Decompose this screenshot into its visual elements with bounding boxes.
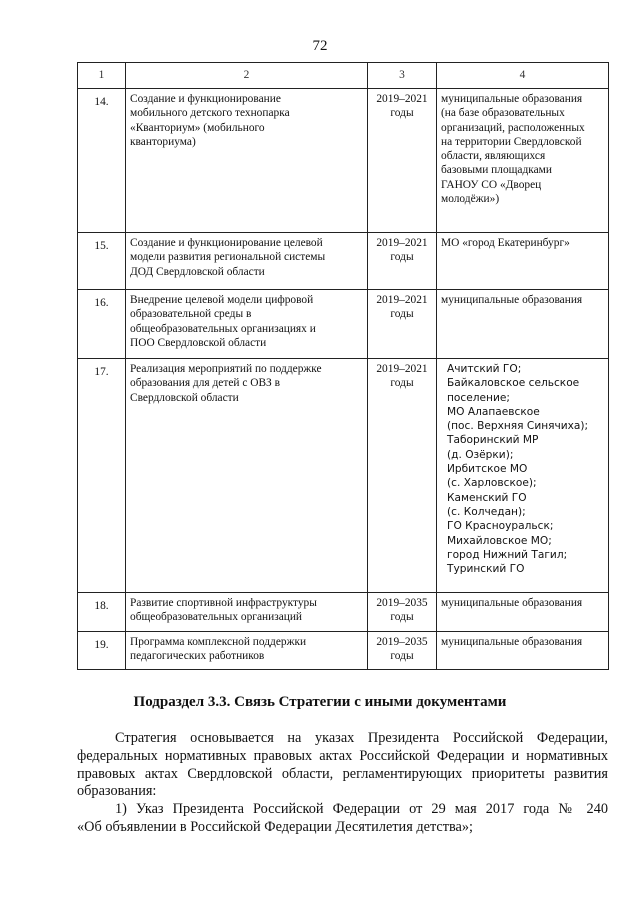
row-number: 15. <box>78 233 126 290</box>
period-line: годы <box>390 308 414 321</box>
executor-line: (с. Харловское); <box>447 477 537 490</box>
row-period <box>368 593 437 632</box>
event-line: Создание и функционирование целевой <box>130 237 323 249</box>
table-row <box>78 593 609 632</box>
row-number: 16. <box>78 290 126 359</box>
period-line: 2019–2035 <box>376 636 428 648</box>
period-line: годы <box>390 107 414 120</box>
section-heading: Подраздел 3.3. Связь Стратегии с иными документами <box>133 694 507 710</box>
event-line: мобильного детского технопарка <box>130 107 290 120</box>
period-line: 2019–2021 <box>376 237 428 249</box>
executor-line: базовыми площадками <box>441 164 552 177</box>
executor-line: ГО Красноуральск; <box>447 520 554 533</box>
event-line: образовательной среды в <box>130 308 252 321</box>
event-line: кванториума) <box>130 135 196 148</box>
table-row <box>78 290 609 359</box>
executor-line: области, являющихся <box>441 150 546 163</box>
row-executors <box>437 632 609 670</box>
paragraph-line: правовых актах Свердловской области, регламентирующих приоритеты развития <box>77 765 608 782</box>
period-line: годы <box>390 650 414 663</box>
executor-line: Байкаловское сельское <box>447 377 580 390</box>
period-line: 2019–2021 <box>376 363 428 375</box>
event-line: ПОО Свердловской области <box>130 336 267 349</box>
table-row <box>78 632 609 670</box>
executor-line: Туринский ГО <box>447 563 525 576</box>
page-number: 72 <box>312 38 328 54</box>
row-period <box>368 290 437 359</box>
paragraph-line: Стратегия основывается на указах Президента Российской Федерации, <box>115 730 608 746</box>
event-line: Создание и функционирование <box>130 93 281 105</box>
executor-line: (с. Колчедан); <box>447 505 526 518</box>
event-line: общеобразовательных организаций <box>130 611 303 624</box>
event-line: Реализация мероприятий по поддержке <box>130 363 322 375</box>
event-line: Внедрение целевой модели цифровой <box>130 294 314 306</box>
row-period <box>368 359 437 593</box>
executor-line: город Нижний Тагил; <box>447 548 568 561</box>
row-executors <box>437 593 609 632</box>
event-line: модели развития региональной системы <box>130 251 326 264</box>
event-line: педагогических работников <box>130 650 265 663</box>
row-period <box>368 632 437 670</box>
period-line: 2019–2035 <box>376 597 428 609</box>
row-event <box>126 89 368 233</box>
row-number: 14. <box>78 89 126 233</box>
table-row <box>78 233 609 290</box>
table-row <box>78 359 609 593</box>
row-executors <box>437 233 609 290</box>
executor-line: на территории Свердловской <box>441 135 582 148</box>
period-line: 2019–2021 <box>376 294 428 306</box>
paragraph-line: «Об объявлении в Российской Федерации Десятилетия детства»; <box>77 818 474 835</box>
header-cell: 2 <box>126 63 368 89</box>
header-cell: 1 <box>78 63 126 89</box>
period-line: годы <box>390 611 414 624</box>
header-cell: 3 <box>368 63 437 89</box>
executor-line: муниципальные образования <box>441 597 583 609</box>
events-table <box>77 62 609 670</box>
executor-line: муниципальные образования <box>441 636 583 648</box>
event-line: образования для детей с ОВЗ в <box>130 377 280 390</box>
executor-line: ГАНОУ СО «Дворец <box>441 178 542 191</box>
executor-line: молодёжи») <box>441 193 500 206</box>
period-line: годы <box>390 377 414 390</box>
executor-line: Каменский ГО <box>447 491 527 504</box>
row-event <box>126 632 368 670</box>
executor-line: Ачитский ГО; <box>447 363 522 375</box>
event-line: Развитие спортивной инфраструктуры <box>130 597 317 609</box>
table-row <box>78 89 609 233</box>
executor-line: (пос. Верхняя Синячиха); <box>447 420 589 433</box>
row-event <box>126 359 368 593</box>
row-executors <box>437 290 609 359</box>
paragraph-line: образования: <box>77 783 157 800</box>
row-period <box>368 233 437 290</box>
executor-line: Михайловское МО; <box>447 534 552 547</box>
header-cell: 4 <box>437 63 609 89</box>
executor-line: МО Алапаевское <box>447 405 540 418</box>
executor-line: МО «город Екатеринбург» <box>441 237 570 249</box>
table-header-row <box>78 63 609 89</box>
row-event <box>126 233 368 290</box>
executor-line: Ирбитское МО <box>447 463 528 476</box>
row-number: 17. <box>78 359 126 593</box>
event-line: Свердловской области <box>130 391 239 404</box>
paragraph-line: 1) Указ Президента Российской Федерации от 29 мая 2017 года № 240 <box>115 801 608 817</box>
row-executors <box>437 89 609 233</box>
executor-line: Таборинский МР <box>447 434 539 447</box>
executor-line: (д. Озёрки); <box>447 448 514 461</box>
row-period <box>368 89 437 233</box>
row-number: 18. <box>78 593 126 632</box>
row-number: 19. <box>78 632 126 670</box>
period-line: 2019–2021 <box>376 93 428 105</box>
executor-line: муниципальные образования <box>441 294 583 306</box>
event-line: Программа комплексной поддержки <box>130 636 307 648</box>
row-executors <box>437 359 609 593</box>
event-line: «Кванториум» (мобильного <box>130 121 265 134</box>
row-event <box>126 593 368 632</box>
paragraph-decree <box>77 801 608 837</box>
paragraph-intro <box>77 730 608 801</box>
executor-line: организаций, расположенных <box>441 121 585 134</box>
row-event <box>126 290 368 359</box>
paragraph-line: федеральных нормативных правовых актах Российской Федерации и нормативных <box>77 747 608 764</box>
executor-line: муниципальные образования <box>441 93 583 105</box>
executor-line: (на базе образовательных <box>441 107 565 120</box>
period-line: годы <box>390 251 414 264</box>
event-line: общеобразовательных организациях и <box>130 322 316 335</box>
executor-line: поселение; <box>447 391 510 404</box>
event-line: ДОД Свердловской области <box>130 265 265 278</box>
